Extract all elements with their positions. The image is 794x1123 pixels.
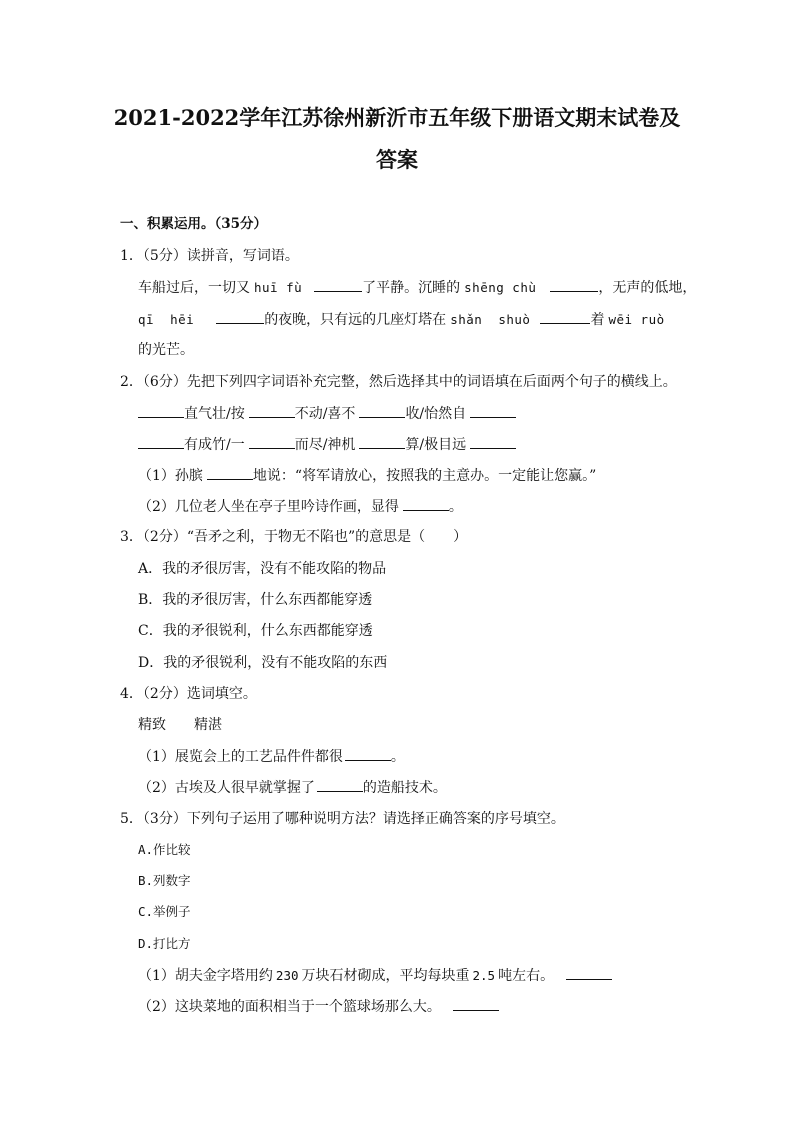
q2-word: 不动/喜不 <box>294 406 356 422</box>
answer-blank[interactable] <box>138 403 184 418</box>
answer-blank[interactable] <box>216 309 264 324</box>
q1-pinyin: qī hēi <box>138 312 195 327</box>
q2-word: 直气壮/按 <box>184 406 245 422</box>
section-1-header: 一、积累运用。（35分） <box>120 216 268 232</box>
q5-text: （2）这块菜地的面积相当于一个篮球场那么大。 <box>138 999 441 1015</box>
answer-blank[interactable] <box>207 465 253 480</box>
answer-blank[interactable] <box>453 996 499 1011</box>
answer-blank[interactable] <box>249 434 295 449</box>
q2-row-2 <box>138 434 516 455</box>
q3-option-c[interactable]: C．我的矛很锐利，什么东西都能穿透 <box>138 623 373 639</box>
q3-stem: 3．（2分）“吾矛之利，于物无不陷也”的意思是（ ） <box>120 529 468 545</box>
q2-stem: 2．（6分）先把下列四字词语补充完整，然后选择其中的词语填在后面两个句子的横线上。 <box>120 374 677 390</box>
q5-option-b[interactable]: B.列数字 <box>138 873 191 888</box>
q5-text: （1）胡夫金字塔用约 <box>138 968 273 984</box>
q1-stem: 1．（5分）读拼音，写词语。 <box>120 248 299 264</box>
q5-number: 2.5 <box>472 968 496 983</box>
q5-option-d[interactable]: D.打比方 <box>138 936 191 951</box>
answer-blank[interactable] <box>403 496 449 511</box>
q5-number: 230 <box>275 968 299 983</box>
answer-blank[interactable] <box>470 434 516 449</box>
q3-option-b[interactable]: B．我的矛很厉害，什么东西都能穿透 <box>138 592 373 608</box>
q1-text: 着 <box>590 312 605 328</box>
q2-text: 地说：“将军请放心，按照我的主意办。一定能让您赢。” <box>252 468 597 484</box>
answer-blank[interactable] <box>566 965 612 980</box>
q1-pinyin: huī fù <box>254 280 303 295</box>
q3-option-d[interactable]: D．我的矛很锐利，没有不能攻陷的东西 <box>138 655 388 671</box>
q1-pinyin: shēng chù <box>464 280 537 295</box>
q4-sentence-1 <box>138 746 405 767</box>
q4-sentence-2 <box>138 777 447 798</box>
q1-text: ，无声的低地， <box>598 280 697 296</box>
q4-text: 。 <box>390 749 405 765</box>
q5-stem: 5．（3分）下列句子运用了哪种说明方法？请选择正确答案的序号填空。 <box>120 811 565 827</box>
q1-text: 车船过后，一切又 <box>138 280 250 296</box>
answer-blank[interactable] <box>359 434 405 449</box>
q2-word: 收/怡然自 <box>405 406 467 422</box>
q4-word-choices: 精致 精湛 <box>138 717 222 733</box>
q1-pinyin: shǎn shuò <box>450 312 531 327</box>
q1-line-1 <box>138 277 696 298</box>
q4-text: （2）古埃及人很早就掌握了 <box>138 780 315 796</box>
q2-row-1 <box>138 403 516 424</box>
q1-line-3: 的光芒。 <box>138 342 194 358</box>
q2-word: 而尽/神机 <box>294 437 356 453</box>
page-title-line-1: 2021-2022学年江苏徐州新沂市五年级下册语文期末试卷及 <box>113 105 681 130</box>
q4-text: 的造船技术。 <box>362 780 447 796</box>
answer-blank[interactable] <box>470 403 516 418</box>
q5-option-a[interactable]: A.作比较 <box>138 842 191 857</box>
q5-sentence-1 <box>138 965 612 986</box>
q1-text: 了平静。沉睡的 <box>362 280 461 296</box>
answer-blank[interactable] <box>540 309 590 324</box>
answer-blank[interactable] <box>345 746 391 761</box>
q2-text: （1）孙膑 <box>138 468 203 484</box>
q2-word: 算/极目远 <box>405 437 467 453</box>
q5-option-c[interactable]: C.举例子 <box>138 904 191 919</box>
q1-line-2 <box>138 309 665 330</box>
q5-text: 万块石材砌成，平均每块重 <box>301 968 470 984</box>
answer-blank[interactable] <box>138 434 184 449</box>
q1-text: 的夜晚，只有远的几座灯塔在 <box>264 312 447 328</box>
answer-blank[interactable] <box>359 403 405 418</box>
page-title-line-2: 答案 <box>376 147 418 172</box>
q2-sentence-2 <box>138 496 463 517</box>
q4-text: （1）展览会上的工艺品件件都很 <box>138 749 343 765</box>
q3-option-a[interactable]: A．我的矛很厉害，没有不能攻陷的物品 <box>138 561 387 577</box>
q5-sentence-2 <box>138 996 499 1017</box>
q1-pinyin: wēi ruò <box>608 312 665 327</box>
q2-text: （2）几位老人坐在亭子里吟诗作画，显得 <box>138 499 399 515</box>
q2-sentence-1 <box>138 465 596 486</box>
q2-text: 。 <box>448 499 463 515</box>
answer-blank[interactable] <box>317 777 363 792</box>
q4-stem: 4．（2分）选词填空。 <box>120 686 257 702</box>
q5-text: 吨左右。 <box>498 968 555 984</box>
answer-blank[interactable] <box>314 277 362 292</box>
q2-word: 有成竹/一 <box>184 437 245 453</box>
answer-blank[interactable] <box>550 277 598 292</box>
answer-blank[interactable] <box>249 403 295 418</box>
